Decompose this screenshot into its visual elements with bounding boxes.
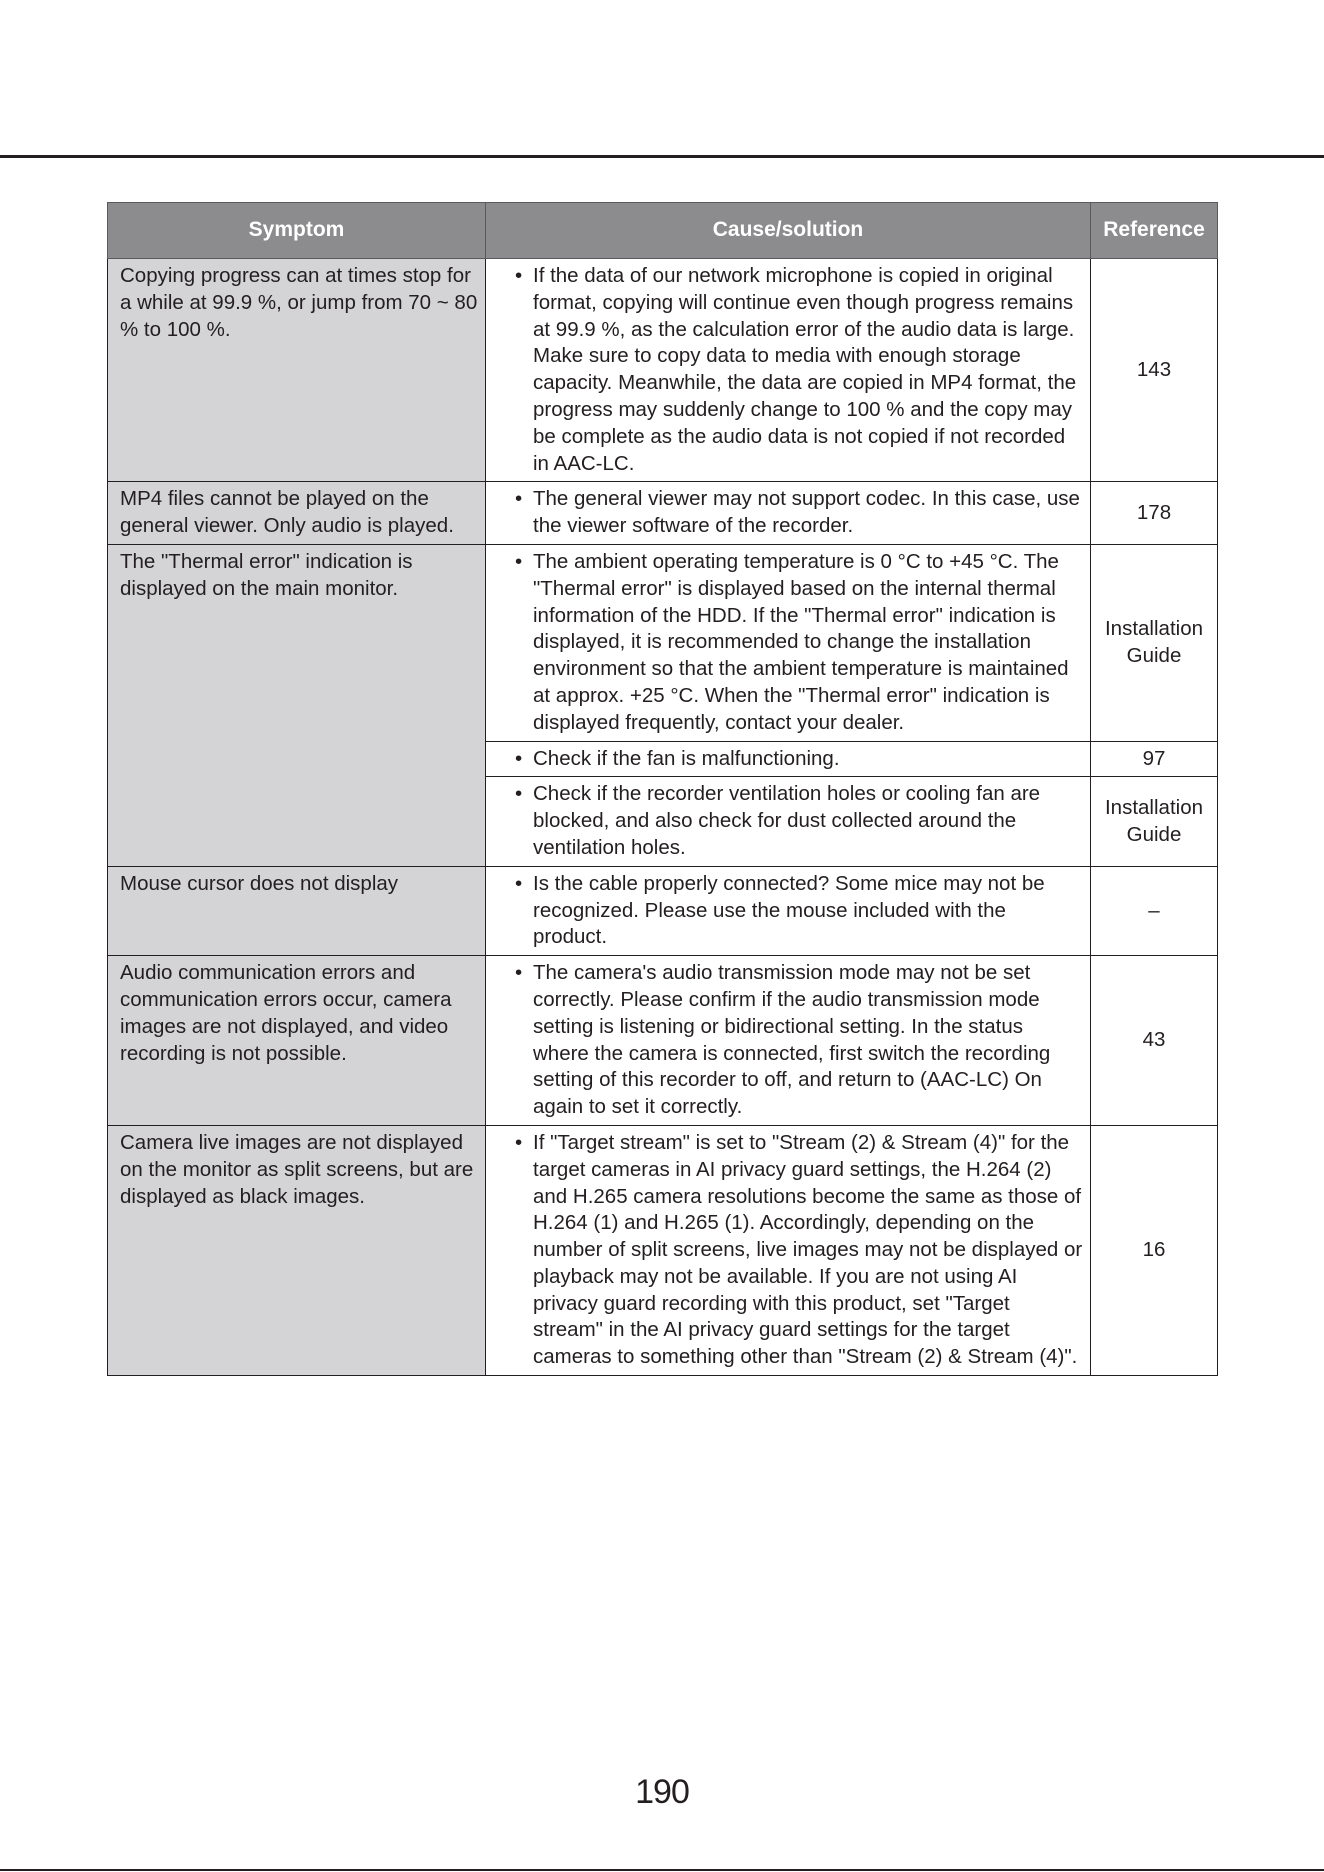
cause-text: • The general viewer may not support codec. In this case, use the viewer software of the recorder. (498, 486, 1084, 540)
cause-cell (486, 741, 1091, 777)
symptom-cell: Camera live images are not displayed on the monitor as split screens, but are displayed as black images. (108, 1125, 486, 1375)
cause-cell (486, 956, 1091, 1126)
cause-cell (486, 777, 1091, 866)
cause-text: • The camera's audio transmission mode may not be set correctly. Please confirm if the audio transmission mode setting is listening or bidirectional setting. In the status where the camera is connected, first switch the recording setting of this recorder to off, and return to (AAC-LC) On again to set it correctly. (498, 960, 1084, 1121)
header-cause-solution: Cause/solution (486, 203, 1091, 259)
table-row (108, 956, 1218, 1126)
table-row (108, 866, 1218, 955)
reference-cell: 178 (1091, 482, 1218, 545)
header-symptom: Symptom (108, 203, 486, 259)
table-row (108, 259, 1218, 482)
reference-cell: Installation Guide (1091, 544, 1218, 741)
symptom-cell: Mouse cursor does not display (108, 866, 486, 955)
reference-cell: Installation Guide (1091, 777, 1218, 866)
header-rule (0, 155, 1324, 158)
footer-rule (0, 1869, 1324, 1871)
symptom-cell: Audio communication errors and communication errors occur, camera images are not displayed, and video recording is not possible. (108, 956, 486, 1126)
page-number: 190 (635, 1773, 689, 1811)
reference-cell: 43 (1091, 956, 1218, 1126)
table-row (108, 544, 1218, 741)
cause-cell (486, 544, 1091, 741)
cause-text: • Check if the fan is malfunctioning. (498, 746, 1084, 773)
cause-cell (486, 259, 1091, 482)
symptom-cell: MP4 files cannot be played on the general viewer. Only audio is played. (108, 482, 486, 545)
cause-cell (486, 866, 1091, 955)
table-header-row (108, 203, 1218, 259)
reference-cell: 143 (1091, 259, 1218, 482)
symptom-cell: Copying progress can at times stop for a while at 99.9 %, or jump from 70 ~ 80 % to 100 %. (108, 259, 486, 482)
cause-text: • The ambient operating temperature is 0 °C to +45 °C. The "Thermal error" is displayed based on the internal thermal information of the HDD. If the "Thermal error" indication is displayed, it is recommended to change the installation environment so that the ambient temperature is maintained at approx. +25 °C. When the "Thermal error" indication is displayed frequently, contact your dealer. (498, 549, 1084, 737)
table-row (108, 482, 1218, 545)
cause-text: • Is the cable properly connected? Some mice may not be recognized. Please use the mouse included with the product. (498, 871, 1084, 951)
troubleshooting-table (107, 202, 1218, 1376)
symptom-cell: The "Thermal error" indication is displayed on the main monitor. (108, 544, 486, 866)
cause-text: • If the data of our network microphone is copied in original format, copying will continue even though progress remains at 99.9 %, as the calculation error of the audio data is large. Make sure to copy data to media with enough storage capacity. Meanwhile, the data are copied in MP4 format, the progress may suddenly change to 100 % and the copy may be complete as the audio data is not copied if not recorded in AAC-LC. (498, 263, 1084, 477)
cause-cell (486, 482, 1091, 545)
reference-cell: 97 (1091, 741, 1218, 777)
reference-cell: 16 (1091, 1125, 1218, 1375)
cause-cell (486, 1125, 1091, 1375)
reference-cell: – (1091, 866, 1218, 955)
table-row (108, 1125, 1218, 1375)
header-reference: Reference (1091, 203, 1218, 259)
cause-text: • If "Target stream" is set to "Stream (2) & Stream (4)" for the target cameras in AI privacy guard settings, the H.264 (2) and H.265 camera resolutions become the same as those of H.264 (1) and H.265 (1). Accordingly, depending on the number of split screens, live images may not be displayed or playback may not be available. If you are not using AI privacy guard recording with this product, set "Target stream" in the AI privacy guard settings for the target cameras to something other than "Stream (2) & Stream (4)". (498, 1130, 1084, 1371)
cause-text: • Check if the recorder ventilation holes or cooling fan are blocked, and also check for dust collected around the ventilation holes. (498, 781, 1084, 861)
